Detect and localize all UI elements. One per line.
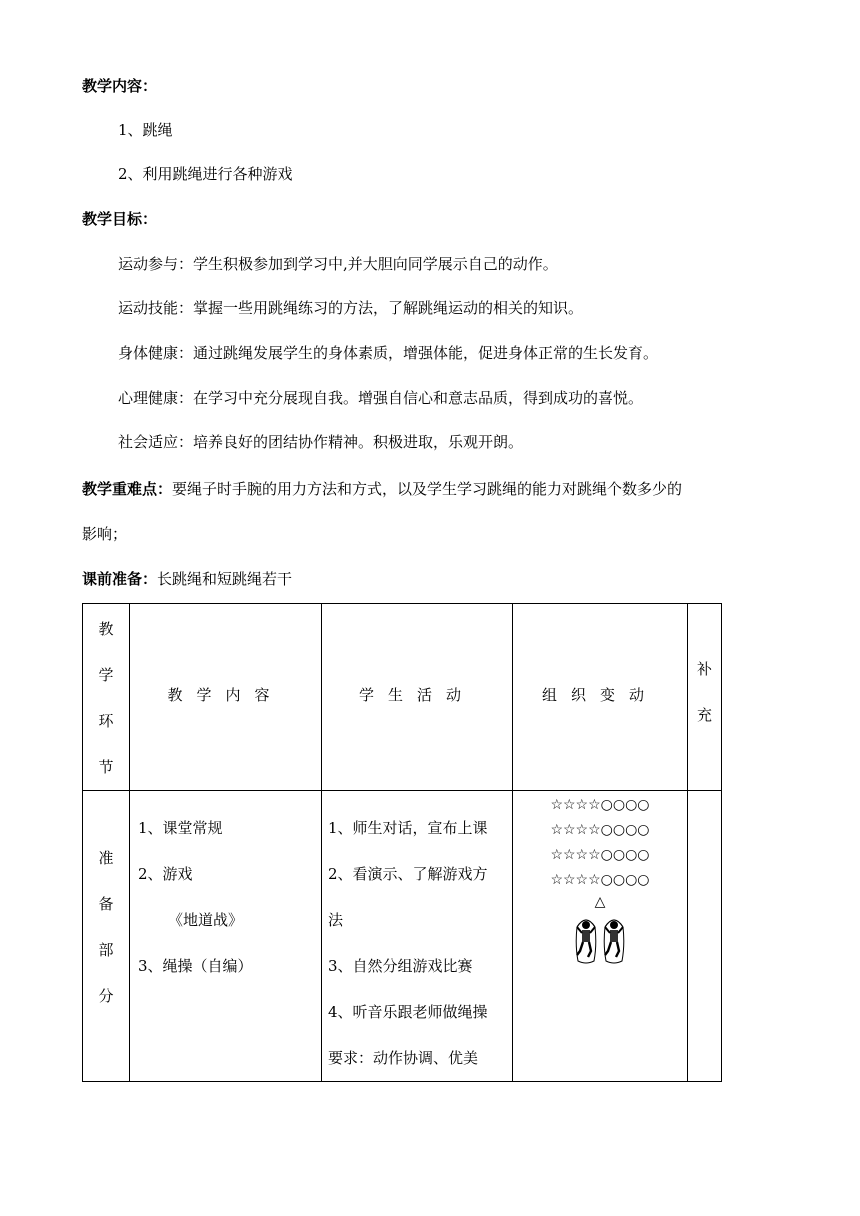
lesson-plan-table [82, 603, 722, 1082]
formation-row: ☆☆☆☆○○○○ [550, 847, 650, 863]
formation-row: ☆☆☆☆○○○○ [550, 822, 650, 838]
supplement-cell [688, 791, 722, 1082]
content-cell [130, 791, 322, 1082]
objective-item-1: 运动参与：学生积极参加到学习中,并大胆向同学展示自己的动作。 [118, 255, 558, 273]
header-supplement-cell [688, 604, 722, 791]
activity-line: 3、自然分组游戏比赛 [328, 957, 473, 975]
content-line: 1、课堂常规 [138, 819, 223, 837]
activity-cell [322, 791, 513, 1082]
key-points-text-cont: 影响； [82, 525, 128, 543]
content-line: 2、游戏 [138, 865, 193, 883]
header-stage-char: 环 [98, 712, 114, 730]
jump-rope-figure-icon [574, 917, 598, 965]
header-organization: 组织变动 [541, 685, 658, 704]
header-stage-cell [83, 604, 130, 791]
key-points-text: 要绳子时手腕的用力方法和方式，以及学生学习跳绳的能力对跳绳个数多少的 [172, 480, 683, 498]
content-item-1: 1、跳绳 [118, 121, 173, 139]
header-supplement-char: 补 [696, 660, 712, 678]
stage-char: 备 [98, 895, 114, 913]
header-content-cell [130, 604, 322, 791]
stage-cell [83, 791, 130, 1082]
preparation [82, 569, 292, 589]
content-heading: 教学内容： [82, 77, 158, 95]
header-stage-char: 学 [98, 666, 114, 684]
header-supplement-char: 充 [696, 706, 712, 724]
stage-char: 部 [98, 941, 114, 959]
organization-cell [513, 791, 688, 1082]
header-content: 教学内容 [167, 685, 284, 704]
stage-char: 准 [98, 849, 114, 867]
objective-item-5: 社会适应：培养良好的团结协作精神。积极进取，乐观开朗。 [118, 433, 524, 451]
content-line: 《地道战》 [168, 911, 244, 929]
activity-line: 1、师生对话，宣布上课 [328, 819, 488, 837]
stage-char: 分 [98, 987, 114, 1005]
key-points [82, 479, 682, 499]
objective-item-4: 心理健康：在学习中充分展现自我。增强自信心和意志品质，得到成功的喜悦。 [118, 389, 644, 407]
objective-item-3: 身体健康：通过跳绳发展学生的身体素质，增强体能，促进身体正常的生长发育。 [118, 344, 659, 362]
header-organization-cell [513, 604, 688, 791]
preparation-label: 课前准备： [82, 570, 158, 588]
table-row [83, 791, 722, 1082]
objective-item-2: 运动技能：掌握一些用跳绳练习的方法，了解跳绳运动的相关的知识。 [118, 299, 584, 317]
header-activity: 学生活动 [358, 685, 475, 704]
preparation-text: 长跳绳和短跳绳若干 [157, 570, 293, 588]
key-points-label: 教学重难点： [82, 480, 173, 498]
activity-line: 要求：动作协调、优美 [328, 1049, 479, 1067]
table-header-row [83, 604, 722, 791]
formation-row: ☆☆☆☆○○○○ [550, 872, 650, 888]
activity-line: 法 [328, 911, 344, 929]
header-stage-char: 教 [98, 620, 114, 638]
objectives-heading: 教学目标： [82, 210, 158, 228]
header-activity-cell [322, 604, 513, 791]
activity-line: 2、看演示、了解游戏方 [328, 865, 488, 883]
content-line: 3、绳操（自编） [138, 957, 253, 975]
jump-rope-figure-icon [602, 917, 626, 965]
formation-row: ☆☆☆☆○○○○ [550, 797, 650, 813]
header-stage-char: 节 [98, 758, 114, 776]
teacher-triangle-icon: △ [594, 894, 606, 910]
activity-line: 4、听音乐跟老师做绳操 [328, 1003, 488, 1021]
formation-diagram [513, 791, 687, 965]
content-item-2: 2、利用跳绳进行各种游戏 [118, 165, 293, 183]
